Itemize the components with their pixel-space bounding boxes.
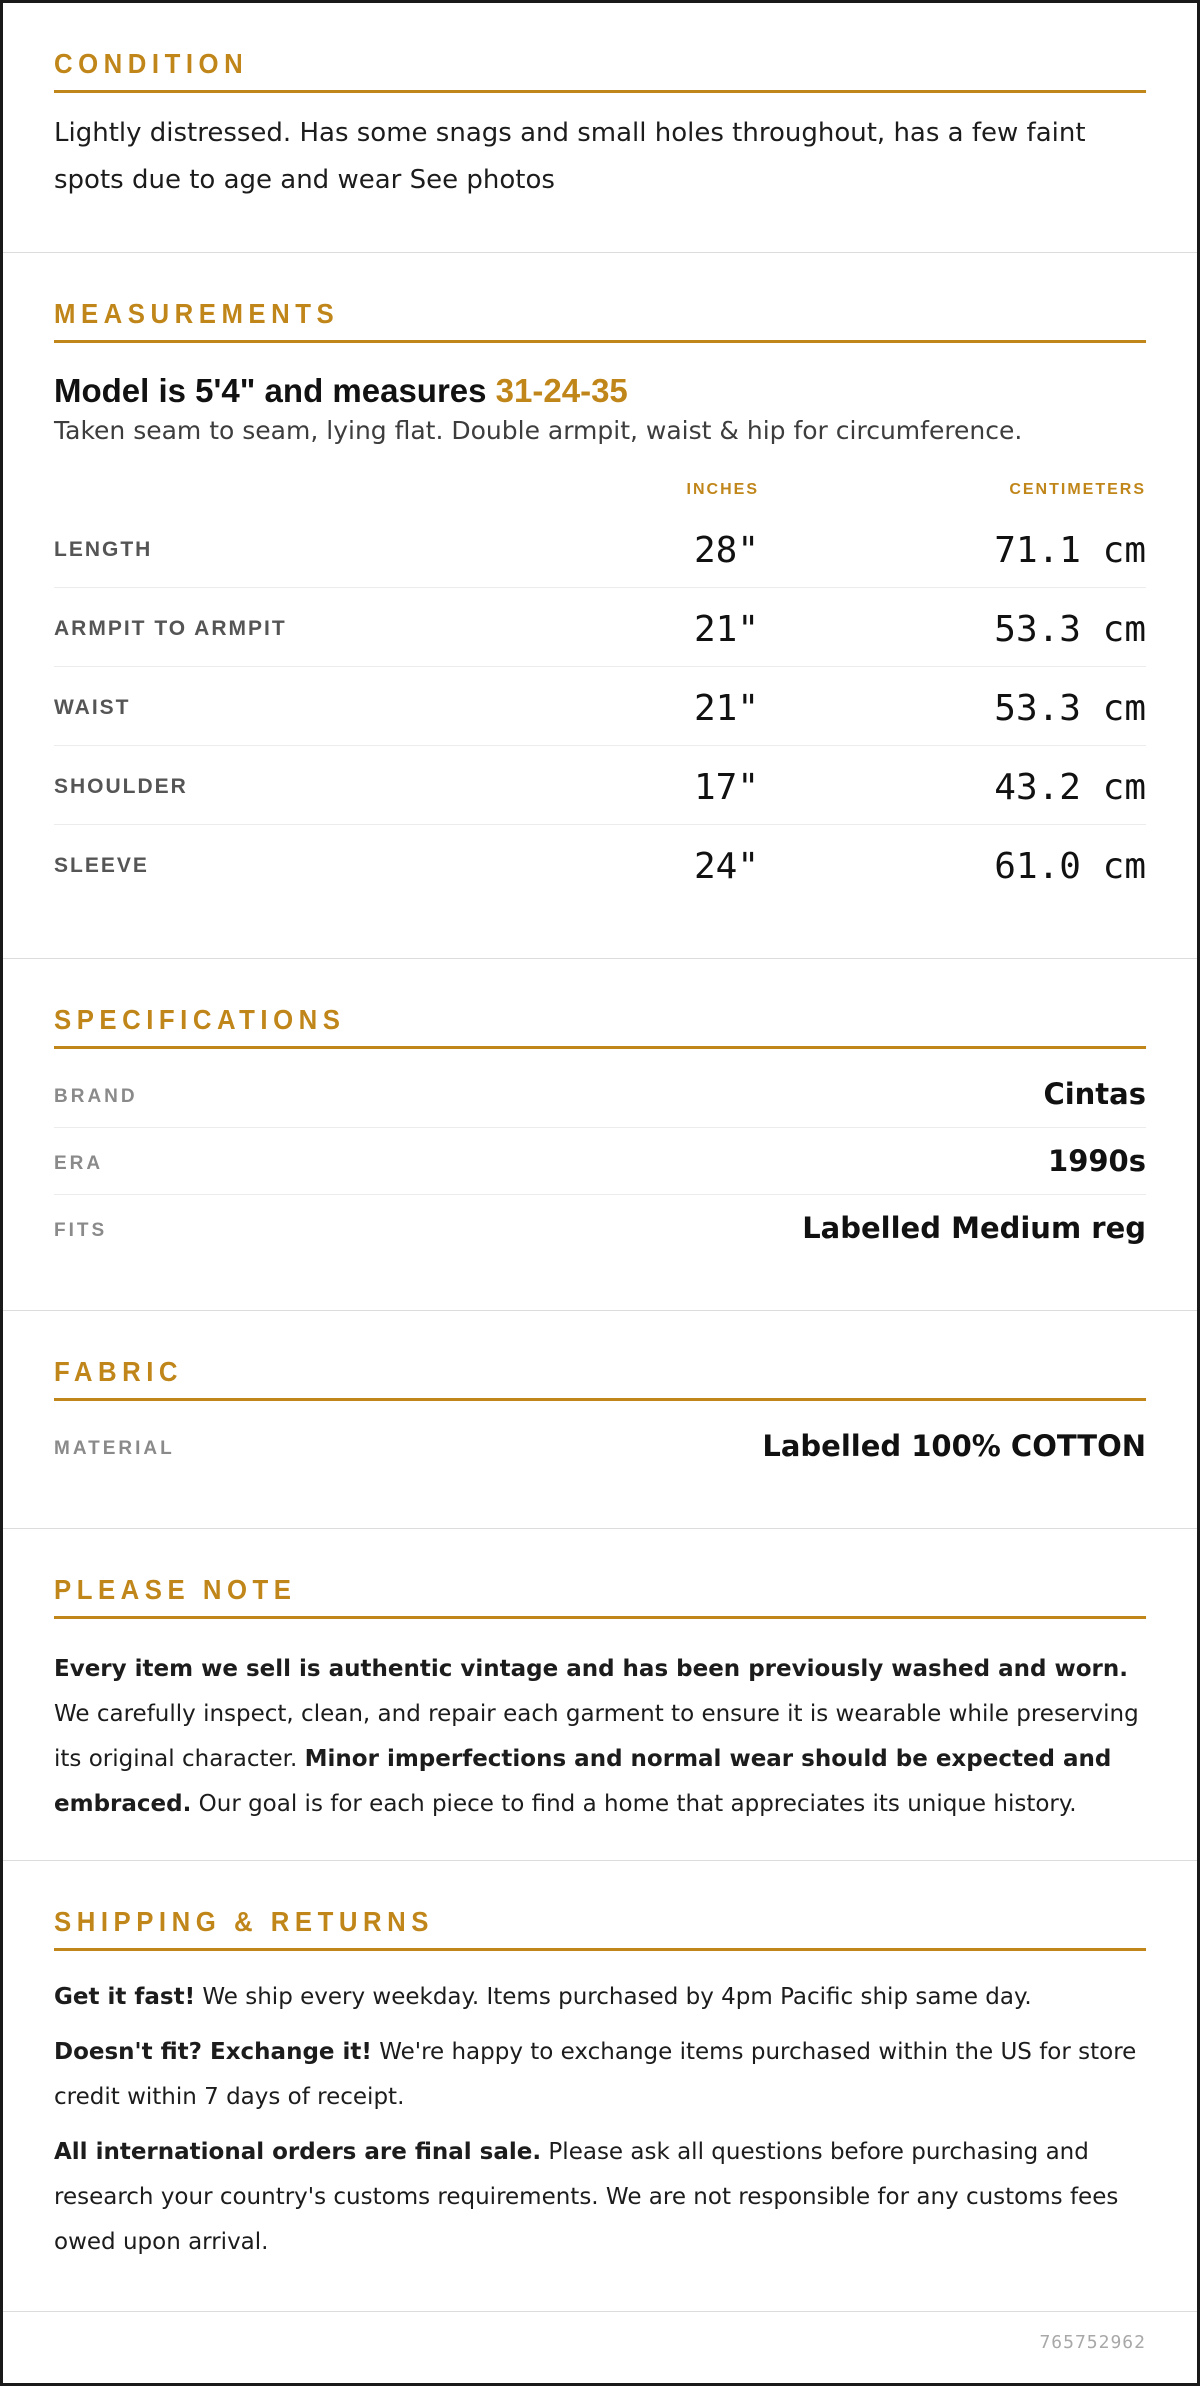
measurement-label: LENGTH xyxy=(54,538,153,561)
measurement-label: SLEEVE xyxy=(54,854,149,877)
note-bold-imperfections: Minor imperfections and normal wear should be expected and embraced. xyxy=(54,1746,1112,1817)
measurement-row-shoulder xyxy=(54,746,1146,825)
measurement-label: SHOULDER xyxy=(54,775,188,798)
spec-value: Labelled Medium reg xyxy=(802,1211,1146,1245)
note-text-goal: Our goal is for each piece to find a home that appreciates its unique history. xyxy=(191,1791,1077,1817)
item-id: 765752962 xyxy=(1039,2332,1146,2353)
measurement-label: ARMPIT TO ARMPIT xyxy=(54,617,287,640)
measurement-row-waist xyxy=(54,667,1146,746)
measurement-column-headers xyxy=(54,469,1146,509)
measurement-note: Taken seam to seam, lying flat. Double armpit, waist & hip for circumference. xyxy=(54,416,1023,445)
measurement-cm: 53.3 cm xyxy=(994,609,1146,650)
model-prefix: Model is 5'4" and measures xyxy=(54,372,496,409)
spec-value: Labelled 100% COTTON xyxy=(762,1429,1146,1463)
shipping-international-paragraph xyxy=(54,2130,1146,2265)
measurement-row-length xyxy=(54,509,1146,588)
fabric-heading: FABRIC xyxy=(54,1356,1146,1401)
measurement-row-armpit xyxy=(54,588,1146,667)
fabric-section xyxy=(3,1311,1197,1529)
shipping-exchange-paragraph xyxy=(54,2030,1146,2120)
spec-value: 1990s xyxy=(1048,1144,1146,1178)
measurement-cm: 43.2 cm xyxy=(994,767,1146,808)
specifications-list xyxy=(54,1061,1146,1262)
shipping-returns-section xyxy=(3,1861,1197,2312)
measurement-inches: 28" xyxy=(693,530,759,571)
condition-heading: CONDITION xyxy=(54,48,1146,93)
please-note-text xyxy=(54,1647,1146,1827)
spec-label: FITS xyxy=(54,1220,108,1241)
shipping-fast-bold: Get it fast! xyxy=(54,1984,196,2010)
spec-row-fits xyxy=(54,1195,1146,1262)
measurement-inches: 21" xyxy=(693,688,759,729)
please-note-section xyxy=(3,1529,1197,1861)
spec-row-material xyxy=(54,1413,1146,1480)
measurement-cm: 71.1 cm xyxy=(994,530,1146,571)
condition-text: Lightly distressed. Has some snags and small holes throughout, has a few faint spots due to age and wear See photos xyxy=(54,118,1086,195)
measurement-table xyxy=(54,509,1146,904)
please-note-heading: PLEASE NOTE xyxy=(54,1574,1146,1619)
shipping-heading: SHIPPING & RETURNS xyxy=(54,1906,1146,1951)
shipping-exchange-bold: Doesn't fit? Exchange it! xyxy=(54,2039,372,2065)
measurement-cm: 53.3 cm xyxy=(994,688,1146,729)
measurement-row-sleeve xyxy=(54,825,1146,904)
shipping-international-text: Please ask all questions before purchasing and research your country's customs requirements. We are not responsible for any customs fees owed upon arrival. xyxy=(54,2139,1119,2255)
shipping-fast-paragraph xyxy=(54,1975,1146,2020)
centimeters-column-header: CENTIMETERS xyxy=(1009,481,1146,498)
spec-value: Cintas xyxy=(1043,1077,1146,1111)
shipping-fast-text: We ship every weekday. Items purchased by 4pm Pacific ship same day. xyxy=(195,1984,1032,2010)
measurements-section xyxy=(3,253,1197,959)
condition-section xyxy=(3,3,1197,253)
spec-label: MATERIAL xyxy=(54,1438,175,1459)
inches-column-header: INCHES xyxy=(686,481,759,498)
spec-label: ERA xyxy=(54,1153,104,1174)
model-measurements xyxy=(54,371,1146,411)
specifications-heading: SPECIFICATIONS xyxy=(54,1004,1146,1049)
measurement-inches: 17" xyxy=(693,767,759,808)
fabric-list xyxy=(54,1413,1146,1480)
note-bold-authentic: Every item we sell is authentic vintage and has been previously washed and worn. xyxy=(54,1656,1128,1682)
specifications-section xyxy=(3,959,1197,1311)
spec-row-era xyxy=(54,1128,1146,1195)
note-text-inspect: We carefully inspect, clean, and repair each garment to ensure it is wearable while preserving its original character. xyxy=(54,1701,1139,1772)
measurement-label: WAIST xyxy=(54,696,131,719)
measurement-cm: 61.0 cm xyxy=(994,846,1146,887)
model-measure-value: 31-24-35 xyxy=(495,372,628,409)
spec-row-brand xyxy=(54,1061,1146,1128)
shipping-international-bold: All international orders are final sale. xyxy=(54,2139,542,2165)
measurements-heading: MEASUREMENTS xyxy=(54,298,1146,343)
shipping-exchange-text: We're happy to exchange items purchased within the US for store credit within 7 days of receipt. xyxy=(54,2039,1137,2110)
spec-label: BRAND xyxy=(54,1086,138,1107)
footer xyxy=(3,2312,1197,2382)
measurement-inches: 21" xyxy=(693,609,759,650)
measurement-inches: 24" xyxy=(693,846,759,887)
